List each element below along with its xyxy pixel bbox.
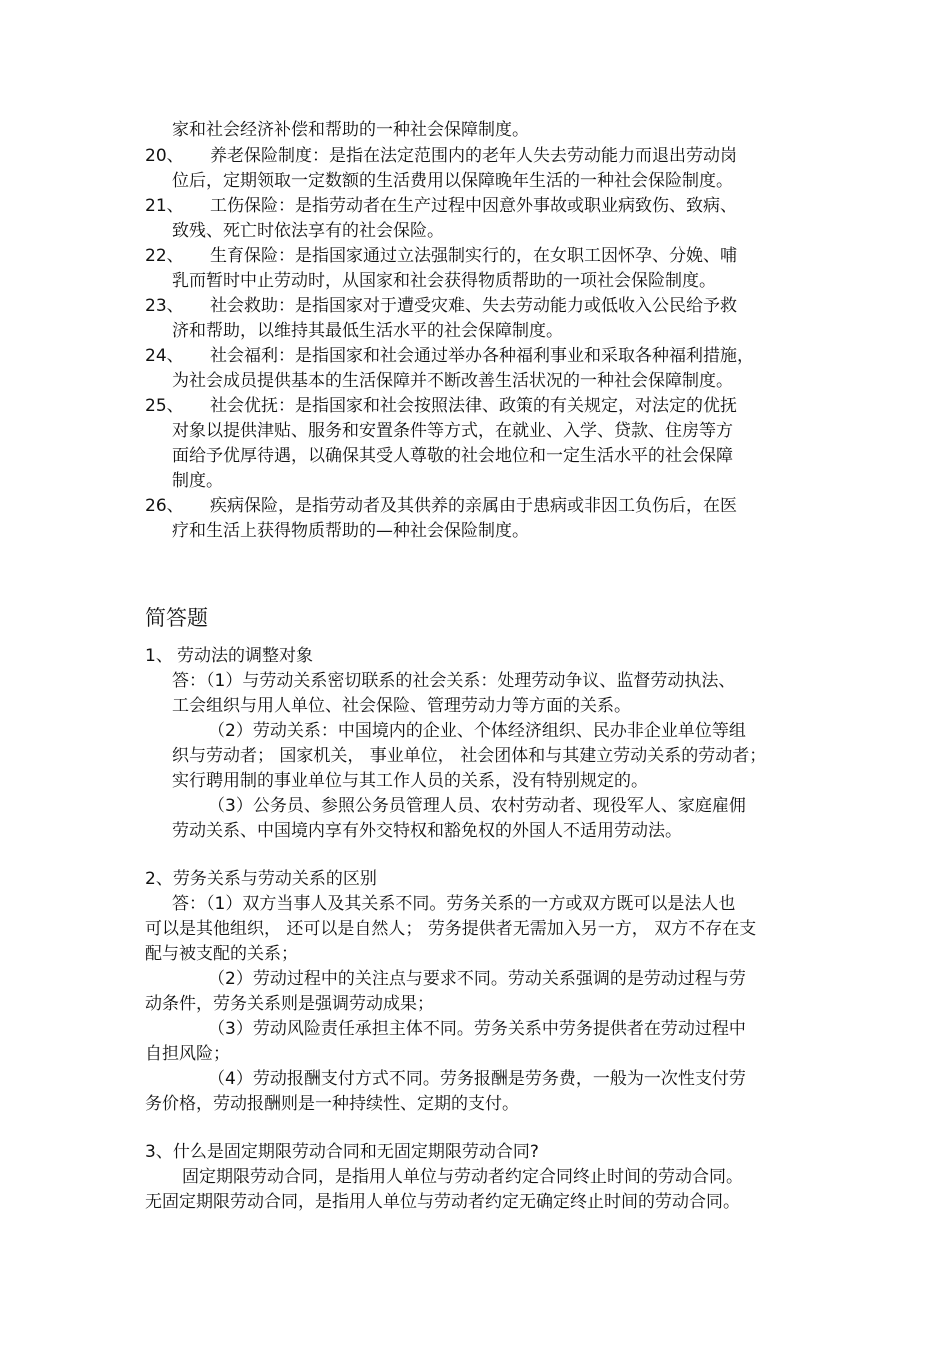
item-23-line-2: 济和帮助，以维持其最低生活水平的社会保障制度。 [172,321,563,341]
q2-answer-line-4: （2）劳动过程中的关注点与要求不同。劳动关系强调的是劳动过程与劳 [208,969,746,989]
item-26-line-1: 疾病保险，是指劳动者及其供养的亲属由于患病或非因工负伤后，在医 [210,496,737,516]
item-25-line-1: 社会优抚：是指国家和社会按照法律、政策的有关规定，对法定的优抚 [210,396,737,416]
q1-answer-line-1: 答：（1）与劳动关系密切联系的社会关系：处理劳动争议、监督劳动执法、 [172,671,736,691]
q1-answer-line-6: （3）公务员、参照公务员管理人员、农村劳动者、现役军人、家庭雇佣 [208,796,746,816]
q1-answer-line-4: 织与劳动者； 国家机关， 事业单位， 社会团体和与其建立劳动关系的劳动者； [172,746,767,766]
item-24-number: 24、 [145,346,184,366]
q2-title: 2、劳务关系与劳动关系的区别 [145,869,377,889]
item-20-line-2: 位后，定期领取一定数额的生活费用以保障晚年生活的一种社会保险制度。 [172,171,733,191]
item-21-line-1: 工伤保险：是指劳动者在生产过程中因意外事故或职业病致伤、致病、 [210,196,737,216]
q2-answer-line-2: 可以是其他组织， 还可以是自然人； 劳务提供者无需加入另一方， 双方不存在支 [145,919,757,939]
item-23-number: 23、 [145,296,184,316]
item-25-line-2: 对象以提供津贴、服务和安置条件等方式，在就业、入学、贷款、住房等方 [172,421,733,441]
q2-answer-line-6: （3）劳动风险责任承担主体不同。劳务关系中劳务提供者在劳动过程中 [208,1019,746,1039]
q3-answer-line-1: 固定期限劳动合同，是指用人单位与劳动者约定合同终止时间的劳动合同。 [182,1167,743,1187]
section-heading: 简答题 [145,606,208,630]
item-19-continuation: 家和社会经济补偿和帮助的一种社会保障制度。 [172,120,529,140]
item-22-number: 22、 [145,246,184,266]
q1-answer-line-5: 实行聘用制的事业单位与其工作人员的关系，没有特别规定的。 [172,771,648,791]
q1-title: 劳动法的调整对象 [177,646,313,666]
item-25-number: 25、 [145,396,184,416]
item-26-line-2: 疗和生活上获得物质帮助的—种社会保险制度。 [172,521,529,541]
q2-answer-line-3: 配与被支配的关系； [145,944,298,964]
item-25-line-4: 制度。 [172,471,223,491]
item-20-line-1: 养老保险制度：是指在法定范围内的老年人失去劳动能力而退出劳动岗 [210,146,737,166]
q1-answer-line-3: （2）劳动关系：中国境内的企业、个体经济组织、民办非企业单位等组 [208,721,746,741]
item-22-line-1: 生育保险：是指国家通过立法强制实行的，在女职工因怀孕、分娩、哺 [210,246,737,266]
item-24-line-1: 社会福利：是指国家和社会通过举办各种福利事业和采取各种福利措施， [210,346,754,366]
q2-answer-line-8: （4）劳动报酬支付方式不同。劳务报酬是劳务费，一般为一次性支付劳 [208,1069,746,1089]
q3-answer-line-2: 无固定期限劳动合同，是指用人单位与劳动者约定无确定终止时间的劳动合同。 [145,1192,740,1212]
item-21-number: 21、 [145,196,184,216]
item-23-line-1: 社会救助：是指国家对于遭受灾难、失去劳动能力或低收入公民给予救 [210,296,737,316]
q2-answer-line-1: 答：（1）双方当事人及其关系不同。劳务关系的一方或双方既可以是法人也 [172,894,736,914]
item-25-line-3: 面给予优厚待遇，以确保其受人尊敬的社会地位和一定生活水平的社会保障 [172,446,733,466]
item-21-line-2: 致残、死亡时依法享有的社会保险。 [172,221,444,241]
q3-title: 3、什么是固定期限劳动合同和无固定期限劳动合同? [145,1142,539,1162]
q2-answer-line-9: 务价格，劳动报酬则是一种持续性、定期的支付。 [145,1094,519,1114]
q1-answer-line-7: 劳动关系、中国境内享有外交特权和豁免权的外国人不适用劳动法。 [172,821,682,841]
q2-answer-line-7: 自担风险； [145,1044,230,1064]
item-22-line-2: 乳而暂时中止劳动时，从国家和社会获得物质帮助的一项社会保险制度。 [172,271,716,291]
item-20-number: 20、 [145,146,184,166]
q1-answer-line-2: 工会组织与用人单位、社会保险、管理劳动力等方面的关系。 [172,696,631,716]
q2-answer-line-5: 动条件，劳务关系则是强调劳动成果； [145,994,434,1014]
item-26-number: 26、 [145,496,184,516]
item-24-line-2: 为社会成员提供基本的生活保障并不断改善生活状况的一种社会保障制度。 [172,371,733,391]
q1-number: 1、 [145,646,173,666]
